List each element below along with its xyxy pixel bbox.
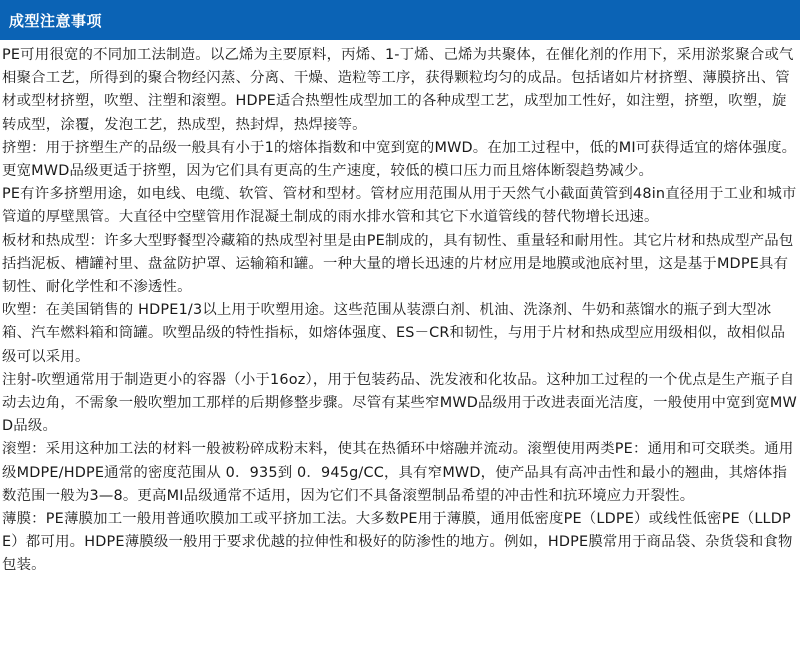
paragraph-film: 薄膜：PE薄膜加工一般用普通吹膜加工或平挤加工法。大多数PE用于薄膜，通用低密度PE（LDPE）或线性低密PE（LLDPE）都可用。HDPE薄膜级一般用于要求优越的拉伸性和极好的防渗性的地方。例如，HDPE膜常用于商品袋、杂货袋和食物包装。 bbox=[2, 511, 793, 574]
section-title: 成型注意事项 bbox=[9, 11, 103, 30]
paragraph-rotomolding: 滚塑：采用这种加工法的材料一般被粉碎成粉末料，使其在热循环中熔融并流动。滚塑使用两类PE：通用和可交联类。通用级MDPE/HDPE通常的密度范围从 0．935到 0．945g/CC，具有窄MWD，使产品具有高冲击性和最小的翘曲，其熔体指数范围一般为3—8。更高MI品级通常不适用，因为它们不具备滚塑制品希望的冲击性和抗环境应力开裂性。 bbox=[2, 441, 794, 504]
paragraph-intro: PE可用很宽的不同加工法制造。以乙烯为主要原料，丙烯、1-丁烯、己烯为共聚体，在催化剂的作用下，采用淤浆聚合或气相聚合工艺，所得到的聚合物经闪蒸、分离、干燥、造粒等工序，获得颗粒均匀的成品。包括诸如片材挤塑、薄膜挤出、管材或型材挤塑，吹塑、注塑和滚塑。HDPE适合热塑性成型加工的各种成型工艺，成型加工性好，如注塑，挤塑，吹塑，旋转成型，涂覆，发泡工艺，热成型，热封焊，热焊接等。 bbox=[2, 47, 794, 133]
paragraph-extrusion: 挤塑：用于挤塑生产的品级一般具有小于1的熔体指数和中宽到宽的MWD。在加工过程中，低的MI可获得适宜的熔体强度。更宽MWD品级更适于挤塑，因为它们具有更高的生产速度，较低的模口压力而且熔体断裂趋势减少。 bbox=[2, 139, 797, 180]
paragraph-blow-molding: 吹塑：在美国销售的 HDPE1/3以上用于吹塑用途。这些范围从装漂白剂、机油、洗涤剂、牛奶和蒸馏水的瓶子到大型冰箱、汽车燃料箱和筒罐。吹塑品级的特性指标，如熔体强度、ES－CR和韧性，与用于片材和热成型应用级相似，故相似品级可以采用。 bbox=[2, 302, 786, 365]
article-body bbox=[0, 40, 800, 578]
paragraph-extrusion-uses: PE有许多挤塑用途，如电线、电缆、软管、管材和型材。管材应用范围从用于天然气小截面黄管到48in直径用于工业和城市管道的厚壁黑管。大直径中空壁管用作混凝土制成的雨水排水管和其它下水道管线的替代物增长迅速。 bbox=[2, 186, 797, 226]
paragraph-sheet-thermoforming: 板材和热成型：许多大型野餐型冷藏箱的热成型衬里是由PE制成的，具有韧性、重量轻和耐用性。其它片材和热成型产品包括挡泥板、槽罐衬里、盘盆防护罩、运输箱和罐。一种大量的增长迅速的片材应用是地膜或池底衬里，这是基于MDPE具有韧性、耐化学性和不渗透性。 bbox=[2, 232, 794, 296]
section-header bbox=[0, 0, 800, 40]
paragraph-injection-blow-molding: 注射-吹塑通常用于制造更小的容器（小于16oz），用于包装药品、洗发液和化妆品。这种加工过程的一个优点是生产瓶子自动去边角，不需象一般吹塑加工那样的后期修整步骤。尽管有某些窄MWD品级用于改进表面光洁度，一般使用中宽到宽MWD品级。 bbox=[2, 371, 797, 435]
